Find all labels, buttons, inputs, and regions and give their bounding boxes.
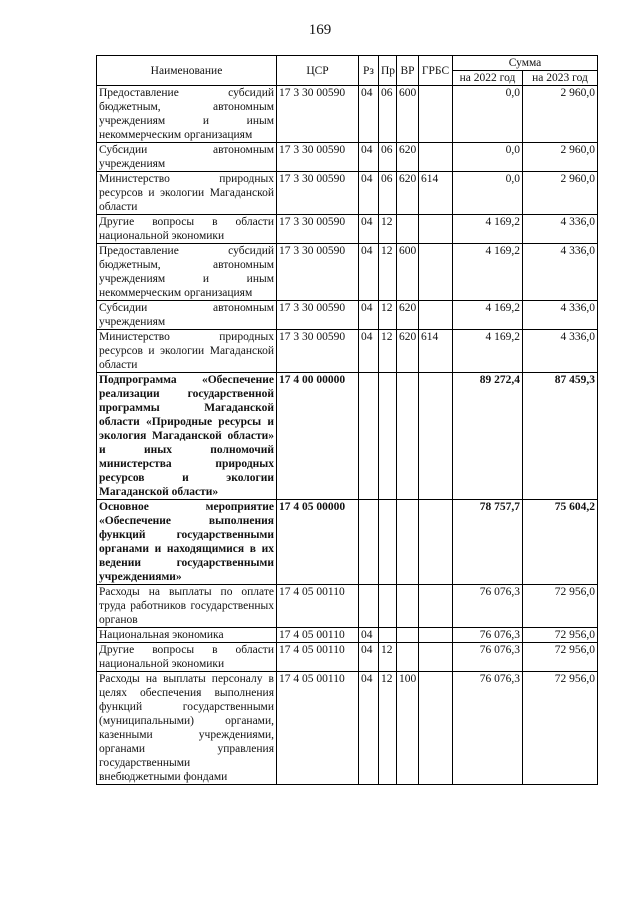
header-csr: ЦСР bbox=[277, 56, 359, 86]
row-sum-2022: 0,0 bbox=[453, 86, 523, 143]
row-rz bbox=[359, 585, 379, 628]
table-row bbox=[97, 301, 598, 330]
row-grbs: 614 bbox=[419, 330, 453, 373]
table-row bbox=[97, 500, 598, 585]
row-sum-2022: 76 076,3 bbox=[453, 643, 523, 672]
row-csr: 17 3 30 00590 bbox=[277, 244, 359, 301]
row-rz bbox=[359, 500, 379, 585]
header-year-2023: на 2023 год bbox=[523, 71, 598, 86]
row-rz: 04 bbox=[359, 215, 379, 244]
table-row bbox=[97, 86, 598, 143]
row-name: Предоставление субсидий бюджетным, автономным учреждениям и иным некоммерческим организациям bbox=[97, 244, 277, 301]
row-pr: 12 bbox=[379, 244, 397, 301]
header-year-2022: на 2022 год bbox=[453, 71, 523, 86]
row-name: Министерство природных ресурсов и экологии Магаданской области bbox=[97, 172, 277, 215]
row-name: Другие вопросы в области национальной экономики bbox=[97, 643, 277, 672]
row-sum-2023: 4 336,0 bbox=[523, 301, 598, 330]
row-rz: 04 bbox=[359, 143, 379, 172]
row-vr bbox=[397, 215, 419, 244]
header-sum: Сумма bbox=[453, 56, 598, 71]
row-name: Расходы на выплаты персоналу в целях обеспечения выполнения функций государственными (муниципальными) органами, казенными учреждениями, органами управления государственными внебюджетными фондами bbox=[97, 672, 277, 785]
row-sum-2022: 0,0 bbox=[453, 143, 523, 172]
row-pr: 12 bbox=[379, 643, 397, 672]
row-vr bbox=[397, 373, 419, 500]
row-vr bbox=[397, 500, 419, 585]
row-name: Другие вопросы в области национальной экономики bbox=[97, 215, 277, 244]
row-csr: 17 3 30 00590 bbox=[277, 215, 359, 244]
row-grbs bbox=[419, 244, 453, 301]
row-rz: 04 bbox=[359, 244, 379, 301]
row-rz: 04 bbox=[359, 672, 379, 785]
row-rz: 04 bbox=[359, 643, 379, 672]
row-sum-2022: 76 076,3 bbox=[453, 672, 523, 785]
row-sum-2023: 75 604,2 bbox=[523, 500, 598, 585]
row-rz: 04 bbox=[359, 628, 379, 643]
row-pr bbox=[379, 373, 397, 500]
budget-table bbox=[96, 55, 598, 785]
header-rz: Рз bbox=[359, 56, 379, 86]
row-name: Основное мероприятие «Обеспечение выполнения функций государственными органами и находящимися в их ведении государственными учреждениями» bbox=[97, 500, 277, 585]
table-row bbox=[97, 244, 598, 301]
row-sum-2022: 0,0 bbox=[453, 172, 523, 215]
row-sum-2022: 89 272,4 bbox=[453, 373, 523, 500]
row-csr: 17 3 30 00590 bbox=[277, 143, 359, 172]
row-sum-2022: 4 169,2 bbox=[453, 244, 523, 301]
row-grbs bbox=[419, 373, 453, 500]
row-grbs bbox=[419, 143, 453, 172]
row-name: Предоставление субсидий бюджетным, автономным учреждениям и иным некоммерческим организациям bbox=[97, 86, 277, 143]
row-grbs bbox=[419, 500, 453, 585]
row-rz: 04 bbox=[359, 172, 379, 215]
row-rz: 04 bbox=[359, 330, 379, 373]
row-sum-2023: 87 459,3 bbox=[523, 373, 598, 500]
row-vr: 100 bbox=[397, 672, 419, 785]
row-vr: 620 bbox=[397, 172, 419, 215]
row-grbs bbox=[419, 86, 453, 143]
row-csr: 17 4 05 00000 bbox=[277, 500, 359, 585]
row-sum-2023: 72 956,0 bbox=[523, 628, 598, 643]
row-sum-2022: 4 169,2 bbox=[453, 215, 523, 244]
row-rz: 04 bbox=[359, 86, 379, 143]
row-sum-2023: 2 960,0 bbox=[523, 86, 598, 143]
row-grbs bbox=[419, 643, 453, 672]
row-pr bbox=[379, 628, 397, 643]
row-pr: 06 bbox=[379, 172, 397, 215]
row-csr: 17 3 30 00590 bbox=[277, 86, 359, 143]
row-sum-2023: 4 336,0 bbox=[523, 244, 598, 301]
row-sum-2023: 72 956,0 bbox=[523, 672, 598, 785]
row-vr bbox=[397, 643, 419, 672]
row-rz: 04 bbox=[359, 301, 379, 330]
header-name: Наименование bbox=[97, 56, 277, 86]
row-pr bbox=[379, 500, 397, 585]
table-row bbox=[97, 172, 598, 215]
row-sum-2023: 4 336,0 bbox=[523, 330, 598, 373]
row-vr bbox=[397, 628, 419, 643]
table-row bbox=[97, 643, 598, 672]
row-sum-2023: 4 336,0 bbox=[523, 215, 598, 244]
row-sum-2023: 72 956,0 bbox=[523, 643, 598, 672]
row-csr: 17 4 05 00110 bbox=[277, 628, 359, 643]
table-row bbox=[97, 672, 598, 785]
row-pr: 06 bbox=[379, 143, 397, 172]
row-name: Субсидии автономным учреждениям bbox=[97, 143, 277, 172]
row-grbs bbox=[419, 215, 453, 244]
row-sum-2023: 2 960,0 bbox=[523, 172, 598, 215]
table-row bbox=[97, 373, 598, 500]
row-sum-2023: 72 956,0 bbox=[523, 585, 598, 628]
row-grbs: 614 bbox=[419, 172, 453, 215]
row-sum-2022: 78 757,7 bbox=[453, 500, 523, 585]
row-vr: 600 bbox=[397, 86, 419, 143]
row-csr: 17 3 30 00590 bbox=[277, 330, 359, 373]
row-sum-2022: 76 076,3 bbox=[453, 628, 523, 643]
row-vr: 620 bbox=[397, 330, 419, 373]
row-vr: 620 bbox=[397, 301, 419, 330]
table-row bbox=[97, 585, 598, 628]
row-pr: 12 bbox=[379, 672, 397, 785]
table-row bbox=[97, 215, 598, 244]
row-name: Министерство природных ресурсов и экологии Магаданской области bbox=[97, 330, 277, 373]
row-sum-2022: 4 169,2 bbox=[453, 301, 523, 330]
row-sum-2023: 2 960,0 bbox=[523, 143, 598, 172]
row-pr: 12 bbox=[379, 330, 397, 373]
row-grbs bbox=[419, 672, 453, 785]
row-pr: 12 bbox=[379, 301, 397, 330]
row-csr: 17 4 05 00110 bbox=[277, 672, 359, 785]
row-vr bbox=[397, 585, 419, 628]
row-grbs bbox=[419, 628, 453, 643]
row-csr: 17 4 05 00110 bbox=[277, 643, 359, 672]
table-row bbox=[97, 330, 598, 373]
table-row bbox=[97, 628, 598, 643]
row-csr: 17 3 30 00590 bbox=[277, 301, 359, 330]
row-pr: 06 bbox=[379, 86, 397, 143]
page-number: 169 bbox=[308, 22, 332, 38]
header-pr: Пр bbox=[379, 56, 397, 86]
row-name: Субсидии автономным учреждениям bbox=[97, 301, 277, 330]
table-row bbox=[97, 143, 598, 172]
row-grbs bbox=[419, 585, 453, 628]
row-grbs bbox=[419, 301, 453, 330]
row-pr bbox=[379, 585, 397, 628]
row-rz bbox=[359, 373, 379, 500]
row-csr: 17 4 00 00000 bbox=[277, 373, 359, 500]
row-vr: 600 bbox=[397, 244, 419, 301]
header-vr: ВР bbox=[397, 56, 419, 86]
row-csr: 17 3 30 00590 bbox=[277, 172, 359, 215]
row-csr: 17 4 05 00110 bbox=[277, 585, 359, 628]
row-name: Подпрограмма «Обеспечение реализации государственной программы Магаданской области «Природные ресурсы и экология Магаданской области» и иных полномочий министерства природных ресурсов и экологии Магаданской области» bbox=[97, 373, 277, 500]
row-sum-2022: 76 076,3 bbox=[453, 585, 523, 628]
row-pr: 12 bbox=[379, 215, 397, 244]
row-vr: 620 bbox=[397, 143, 419, 172]
row-sum-2022: 4 169,2 bbox=[453, 330, 523, 373]
header-grbs: ГРБС bbox=[419, 56, 453, 86]
row-name: Национальная экономика bbox=[97, 628, 277, 643]
row-name: Расходы на выплаты по оплате труда работников государственных органов bbox=[97, 585, 277, 628]
